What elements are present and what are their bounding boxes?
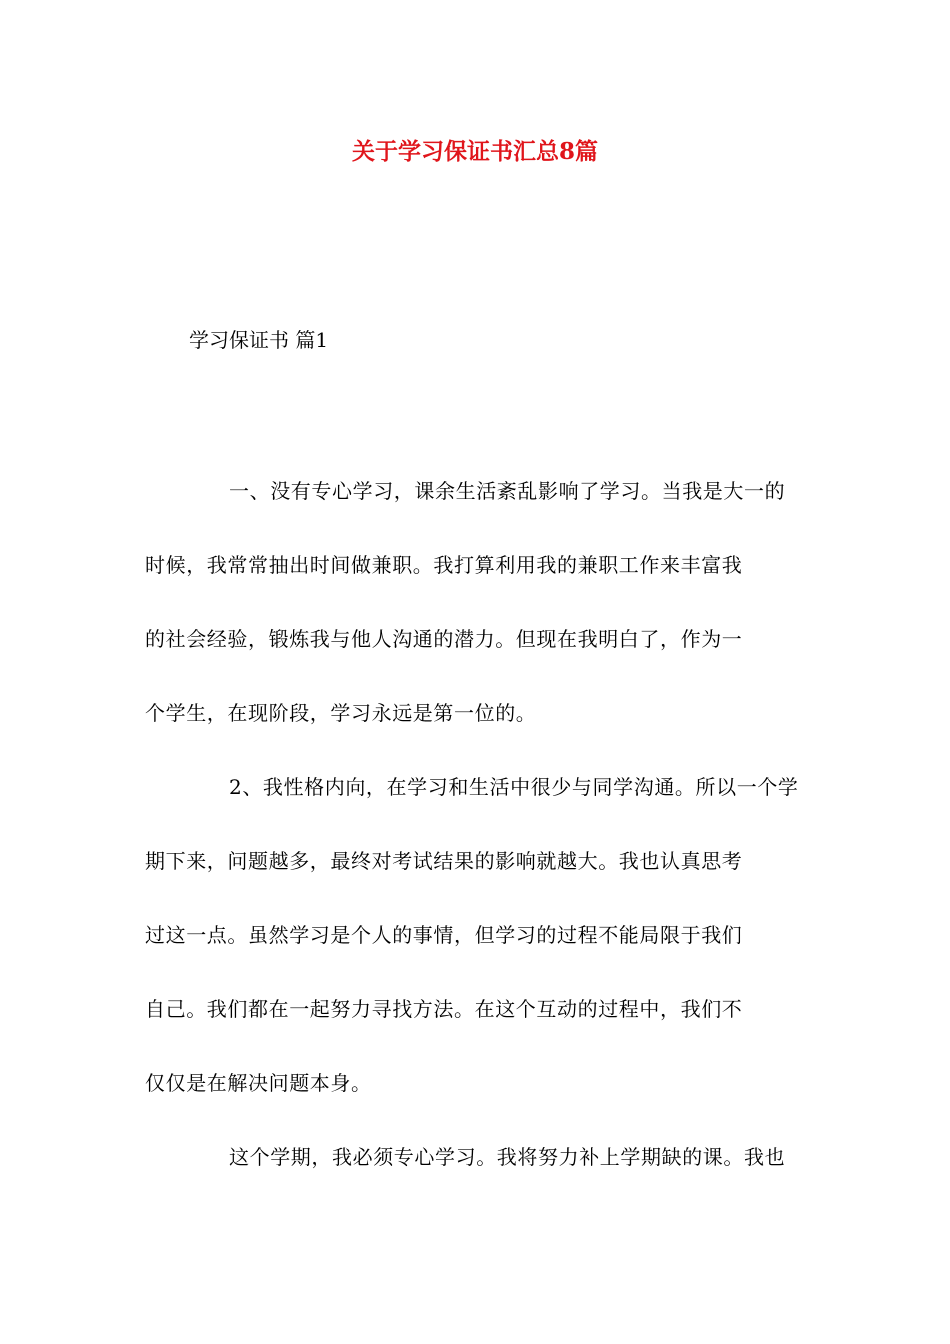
document-body: [145, 473, 805, 1213]
document-title: 关于学习保证书汇总8篇: [351, 138, 598, 165]
paragraph-line: 仅仅是在解决问题本身。: [145, 1071, 372, 1095]
paragraph-line: 个学生，在现阶段，学习永远是第一位的。: [145, 701, 537, 725]
paragraph-line: 自己。我们都在一起努力寻找方法。在这个互动的过程中，我们不: [145, 997, 743, 1021]
paragraph-line: 一、没有专心学习，课余生活紊乱影响了学习。当我是大一的: [229, 479, 786, 503]
paragraph-line: 的社会经验，锻炼我与他人沟通的潜力。但现在我明白了，作为一: [145, 627, 743, 651]
paragraph-line: 2、我性格内向，在学习和生活中很少与同学沟通。所以一个学: [229, 775, 799, 799]
paragraph-3: [145, 1139, 805, 1176]
paragraph-line: 期下来，问题越多，最终对考试结果的影响就越大。我也认真思考: [145, 849, 743, 873]
paragraph-line: 时候，我常常抽出时间做兼职。我打算利用我的兼职工作来丰富我: [145, 553, 743, 577]
section-heading: 学习保证书 篇1: [189, 328, 329, 352]
paragraph-line: 这个学期，我必须专心学习。我将努力补上学期缺的课。我也: [229, 1145, 786, 1169]
paragraph-1: [145, 473, 805, 732]
paragraph-line: 过这一点。虽然学习是个人的事情，但学习的过程不能局限于我们: [145, 923, 743, 947]
paragraph-2: [145, 769, 805, 1102]
